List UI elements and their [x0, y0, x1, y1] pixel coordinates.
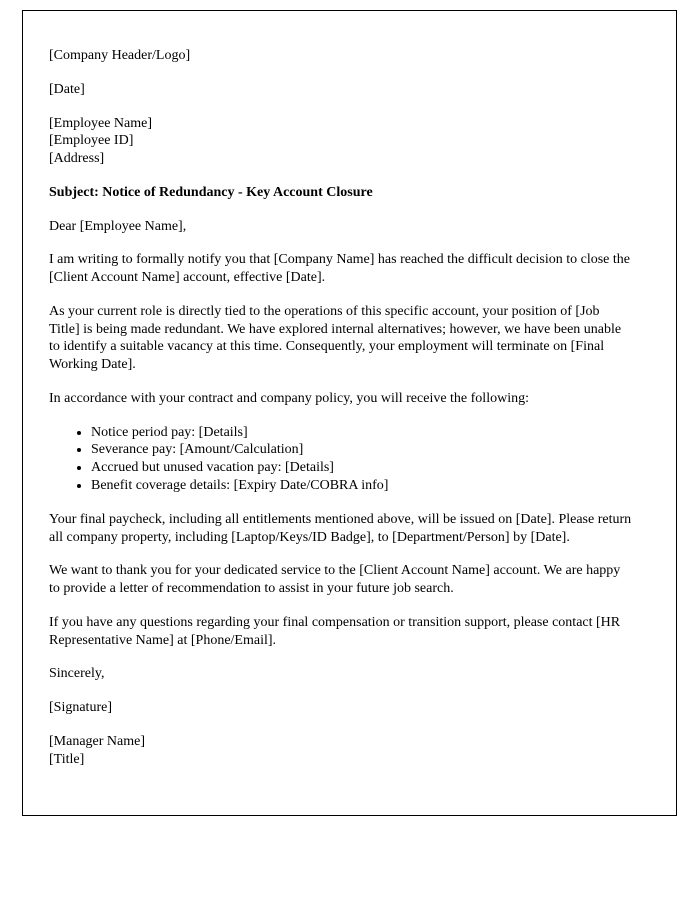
paragraph-notification: I am writing to formally notify you that [Company Name] has reached the difficult decision to close the [Client Account Name] account, effective [Date]. [49, 252, 630, 286]
signature-block [49, 733, 632, 769]
list-item-vacation-pay: • Accrued but unused vacation pay: [Details] [91, 459, 632, 477]
recipient-block [49, 115, 632, 168]
paragraph-entitlements-intro: In accordance with your contract and company policy, you will receive the following: [49, 390, 529, 406]
subject-line: Subject: Notice of Redundancy - Key Account Closure [49, 184, 373, 200]
signature-placeholder: [Signature] [49, 700, 112, 716]
paragraph-thanks: We want to thank you for your dedicated service to the [Client Account Name] account. We are happy to provide a letter of recommendation to assist in your future job search. [49, 563, 621, 597]
list-item-notice-pay: • Notice period pay: [Details] [91, 424, 632, 442]
salutation: Dear [Employee Name], [49, 218, 187, 234]
list-item-severance-pay: • Severance pay: [Amount/Calculation] [91, 441, 632, 459]
list-item-benefit-coverage: • Benefit coverage details: [Expiry Date/COBRA info] [91, 477, 632, 495]
employee-address-line: [Address] [49, 151, 105, 167]
employee-id-line: [Employee ID] [49, 133, 134, 149]
paragraph-contact: If you have any questions regarding your final compensation or transition support, please contact [HR Representative Name] at [Phone/Email]. [49, 614, 621, 648]
paragraph-final-paycheck: Your final paycheck, including all entitlements mentioned above, will be issued on [Date]. Please return all company property, including [Laptop/Keys/ID Badge], to [Department/Person] by [Date]. [49, 511, 632, 545]
employee-name-line: [Employee Name] [49, 115, 153, 131]
manager-name-line: [Manager Name] [49, 733, 146, 749]
signoff: Sincerely, [49, 666, 105, 682]
letter-page [22, 10, 677, 816]
company-header-placeholder: [Company Header/Logo] [49, 48, 191, 63]
date-line: [Date] [49, 81, 85, 97]
letter-content [23, 11, 676, 804]
manager-title-line: [Title] [49, 751, 85, 767]
paragraph-redundancy-explanation: As your current role is directly tied to the operations of this specific account, your position of [Job Title] is being made redundant. We have explored internal alternatives; however, we have been unable to identify a suitable vacancy at this time. Consequently, your employment will terminate on [Final Working Date]. [49, 303, 622, 373]
entitlements-list [49, 424, 632, 495]
